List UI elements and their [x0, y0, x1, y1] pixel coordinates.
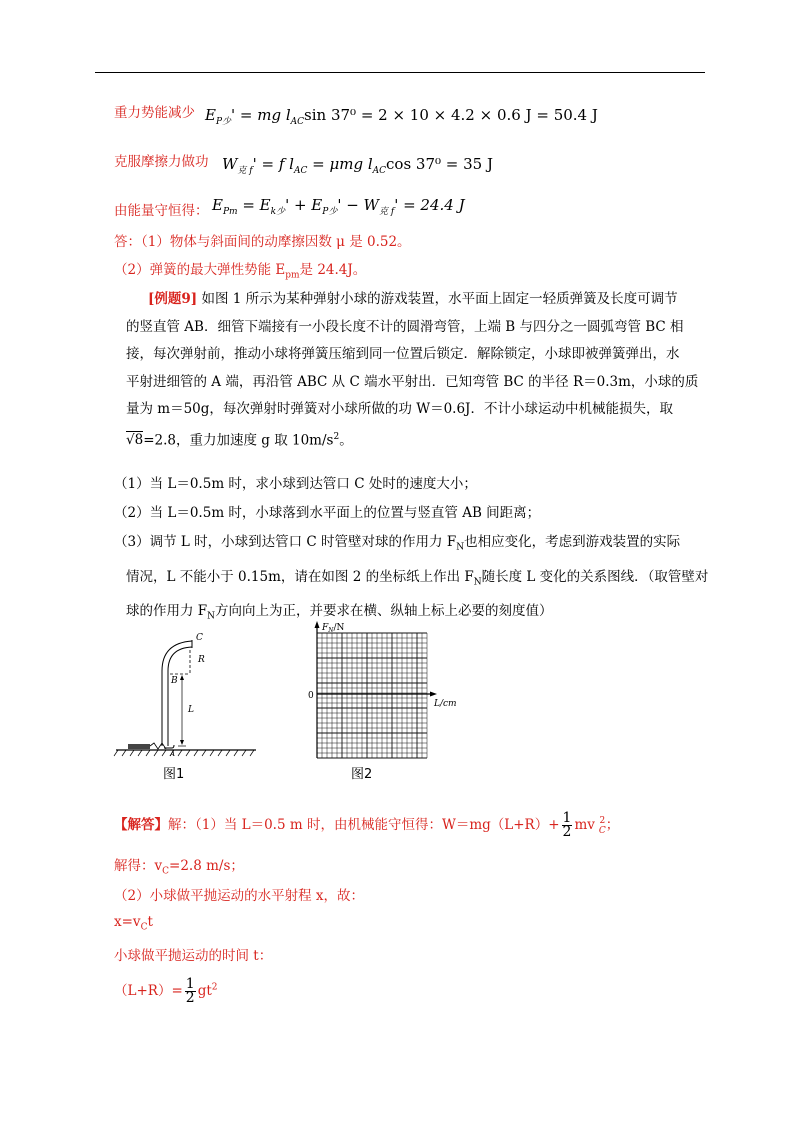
step2-equation: $W_{克 f}' = f$ $l_{AC} = \mu mg$ $l_{AC}\cos$ 37⁰ = 35 J: [222, 155, 493, 176]
step2-label: 克服摩擦力做功: [114, 154, 209, 170]
example-tag: [例题9]: [148, 291, 198, 307]
example-problem: [例题9] 如图 1 所示为某种弹射小球的游戏装置，水平面上固定一轻质弹簧及长度可调节 的竖直管 AB．细管下端接有一小段长度不计的圆滑弯管，上端 B 与四分之一圆弧弯管 BC 相 接，每次弹射前，推动小球将弹簧压缩到同一位置后锁定．解除锁定，小球即被弹簧弹出，水 平射进细管的 A 端，再沿管 ABC 从 C 端水平射出．已知弯管 BC 的半径 R＝0.3m，小球的质 量为 m＝50g，每次弹射时弹簧对小球所做的功 W＝0.6J．不计小球运动中机械能损失，取 √8=2.8，重力加速度 g 取 $10m/s^2$。: [126, 286, 706, 455]
example-line-6: √8=2.8，重力加速度 g 取 $10m/s^2$。: [126, 431, 353, 449]
figure-1-apparatus: [112, 628, 262, 760]
step3-equation: $E_{Pm} = E_{k少}' + E_{P少}' - W_{克 f}' = 24.4$ J: [212, 196, 465, 217]
solution-line-6: （L+R）= $\frac{1}{2}$ $gt^2$: [114, 976, 218, 1006]
solution-line-5: 小球做平抛运动的时间 t：: [114, 948, 273, 964]
figure-1-caption: 图1: [163, 767, 185, 782]
step1-label: 重力势能减少: [114, 105, 195, 121]
origin-label: 0: [308, 691, 314, 701]
solution-tag: 【解答】: [114, 817, 168, 833]
answer-2: （2）弹簧的最大弹性势能 $E_{pm}$是 24.4J。: [114, 262, 367, 281]
y-axis-label: $F_N/N$: [322, 623, 345, 634]
label-b: B: [171, 676, 178, 686]
step1-equation: $E_{P少}'$ = mg $l_{AC}\sin$ 37⁰ = 2 × 10 × 4.2 × 0.6 J = 50.4 J: [205, 106, 598, 127]
step3-label: 由能量守恒得：: [114, 203, 209, 219]
label-c: C: [196, 633, 203, 643]
solution-line-1: 【解答】解：（1）当 L＝0.5 m 时，由机械能守恒得：W＝mg（L+R）+ $\frac{1}{2}$ mv 2 C ；: [114, 810, 620, 840]
label-l: L: [188, 705, 194, 715]
solution-line-2: 解得：$v_C=2.8$ m/s；: [114, 858, 244, 877]
label-r: R: [198, 655, 205, 665]
example-questions: （1）当 L＝0.5m 时，求小球到达管口 C 处时的速度大小； （2）当 L＝0.5m 时，小球落到水平面上的位置与竖直管 AB 间距离； （3）调节 L 时，小球到达管口 C 时管壁对球的作用力 $F_N$也相应变化，考虑到游戏装置的实际 情况，L 不能小于 0.15m，请在如图 2 的坐标纸上作出 $F_N$随长度 L 变化的关系图线．（取管壁对 球的作用力 $F_N$方向向上为正，并要求在横、纵轴上标上必要的刻度值）: [114, 476, 709, 623]
solution-line-3: （2）小球做平抛运动的水平射程 x，故：: [114, 888, 364, 904]
solution-line-4: $x=v_Ct$: [114, 914, 153, 933]
label-a: A: [170, 750, 176, 758]
figure-2-grid-paper: [300, 618, 460, 760]
header-rule: [95, 72, 705, 73]
figure-2-caption: 图2: [351, 767, 373, 782]
answer-1: 答：（1）物体与斜面间的动摩擦因数 μ 是 0.52。: [114, 234, 411, 250]
x-axis-label: L/cm: [434, 699, 457, 709]
